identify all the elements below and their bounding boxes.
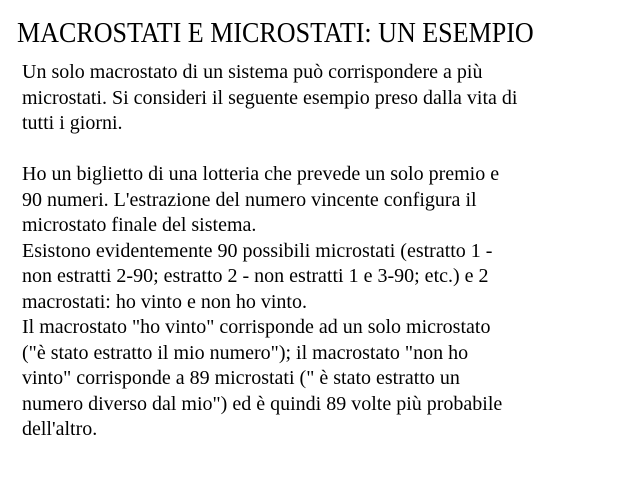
- text-line: dell'altro.: [22, 418, 98, 440]
- text-line: non estratti 2-90; estratto 2 - non estratti 1 e 3-90; etc.) e 2: [22, 265, 489, 287]
- slide-title: MACROSTATI E MICROSTATI: UN ESEMPIO: [17, 18, 534, 49]
- text-line: 90 numeri. L'estrazione del numero vincente configura il: [22, 188, 477, 211]
- paragraph-spacer: [22, 137, 632, 163]
- text-line: macrostati: ho vinto e non ho vinto.: [22, 290, 307, 313]
- text-line: ("è stato estratto il mio numero"); il macrostato "non ho: [22, 341, 469, 364]
- text-line: numero diverso dal mio") ed è quindi 89 volte più probabile: [22, 392, 503, 415]
- text-line: Ho un biglietto di una lotteria che prevede un solo premio e: [22, 163, 500, 185]
- example-paragraph: [22, 162, 632, 443]
- text-line: vinto" corrisponde a 89 microstati (" è stato estratto un: [22, 367, 460, 389]
- intro-paragraph: [22, 60, 632, 137]
- text-line: Un solo macrostato di un sistema può corrispondere a più: [22, 61, 483, 83]
- text-line: tutti i giorni.: [22, 112, 123, 134]
- text-line: microstati. Si consideri il seguente esempio preso dalla vita di: [22, 86, 518, 109]
- text-line: Il macrostato "ho vinto" corrisponde ad un solo microstato: [22, 316, 491, 338]
- text-line: Esistono evidentemente 90 possibili microstati (estratto 1 -: [22, 239, 493, 262]
- slide-body: [22, 60, 632, 443]
- text-line: microstato finale del sistema.: [22, 214, 257, 236]
